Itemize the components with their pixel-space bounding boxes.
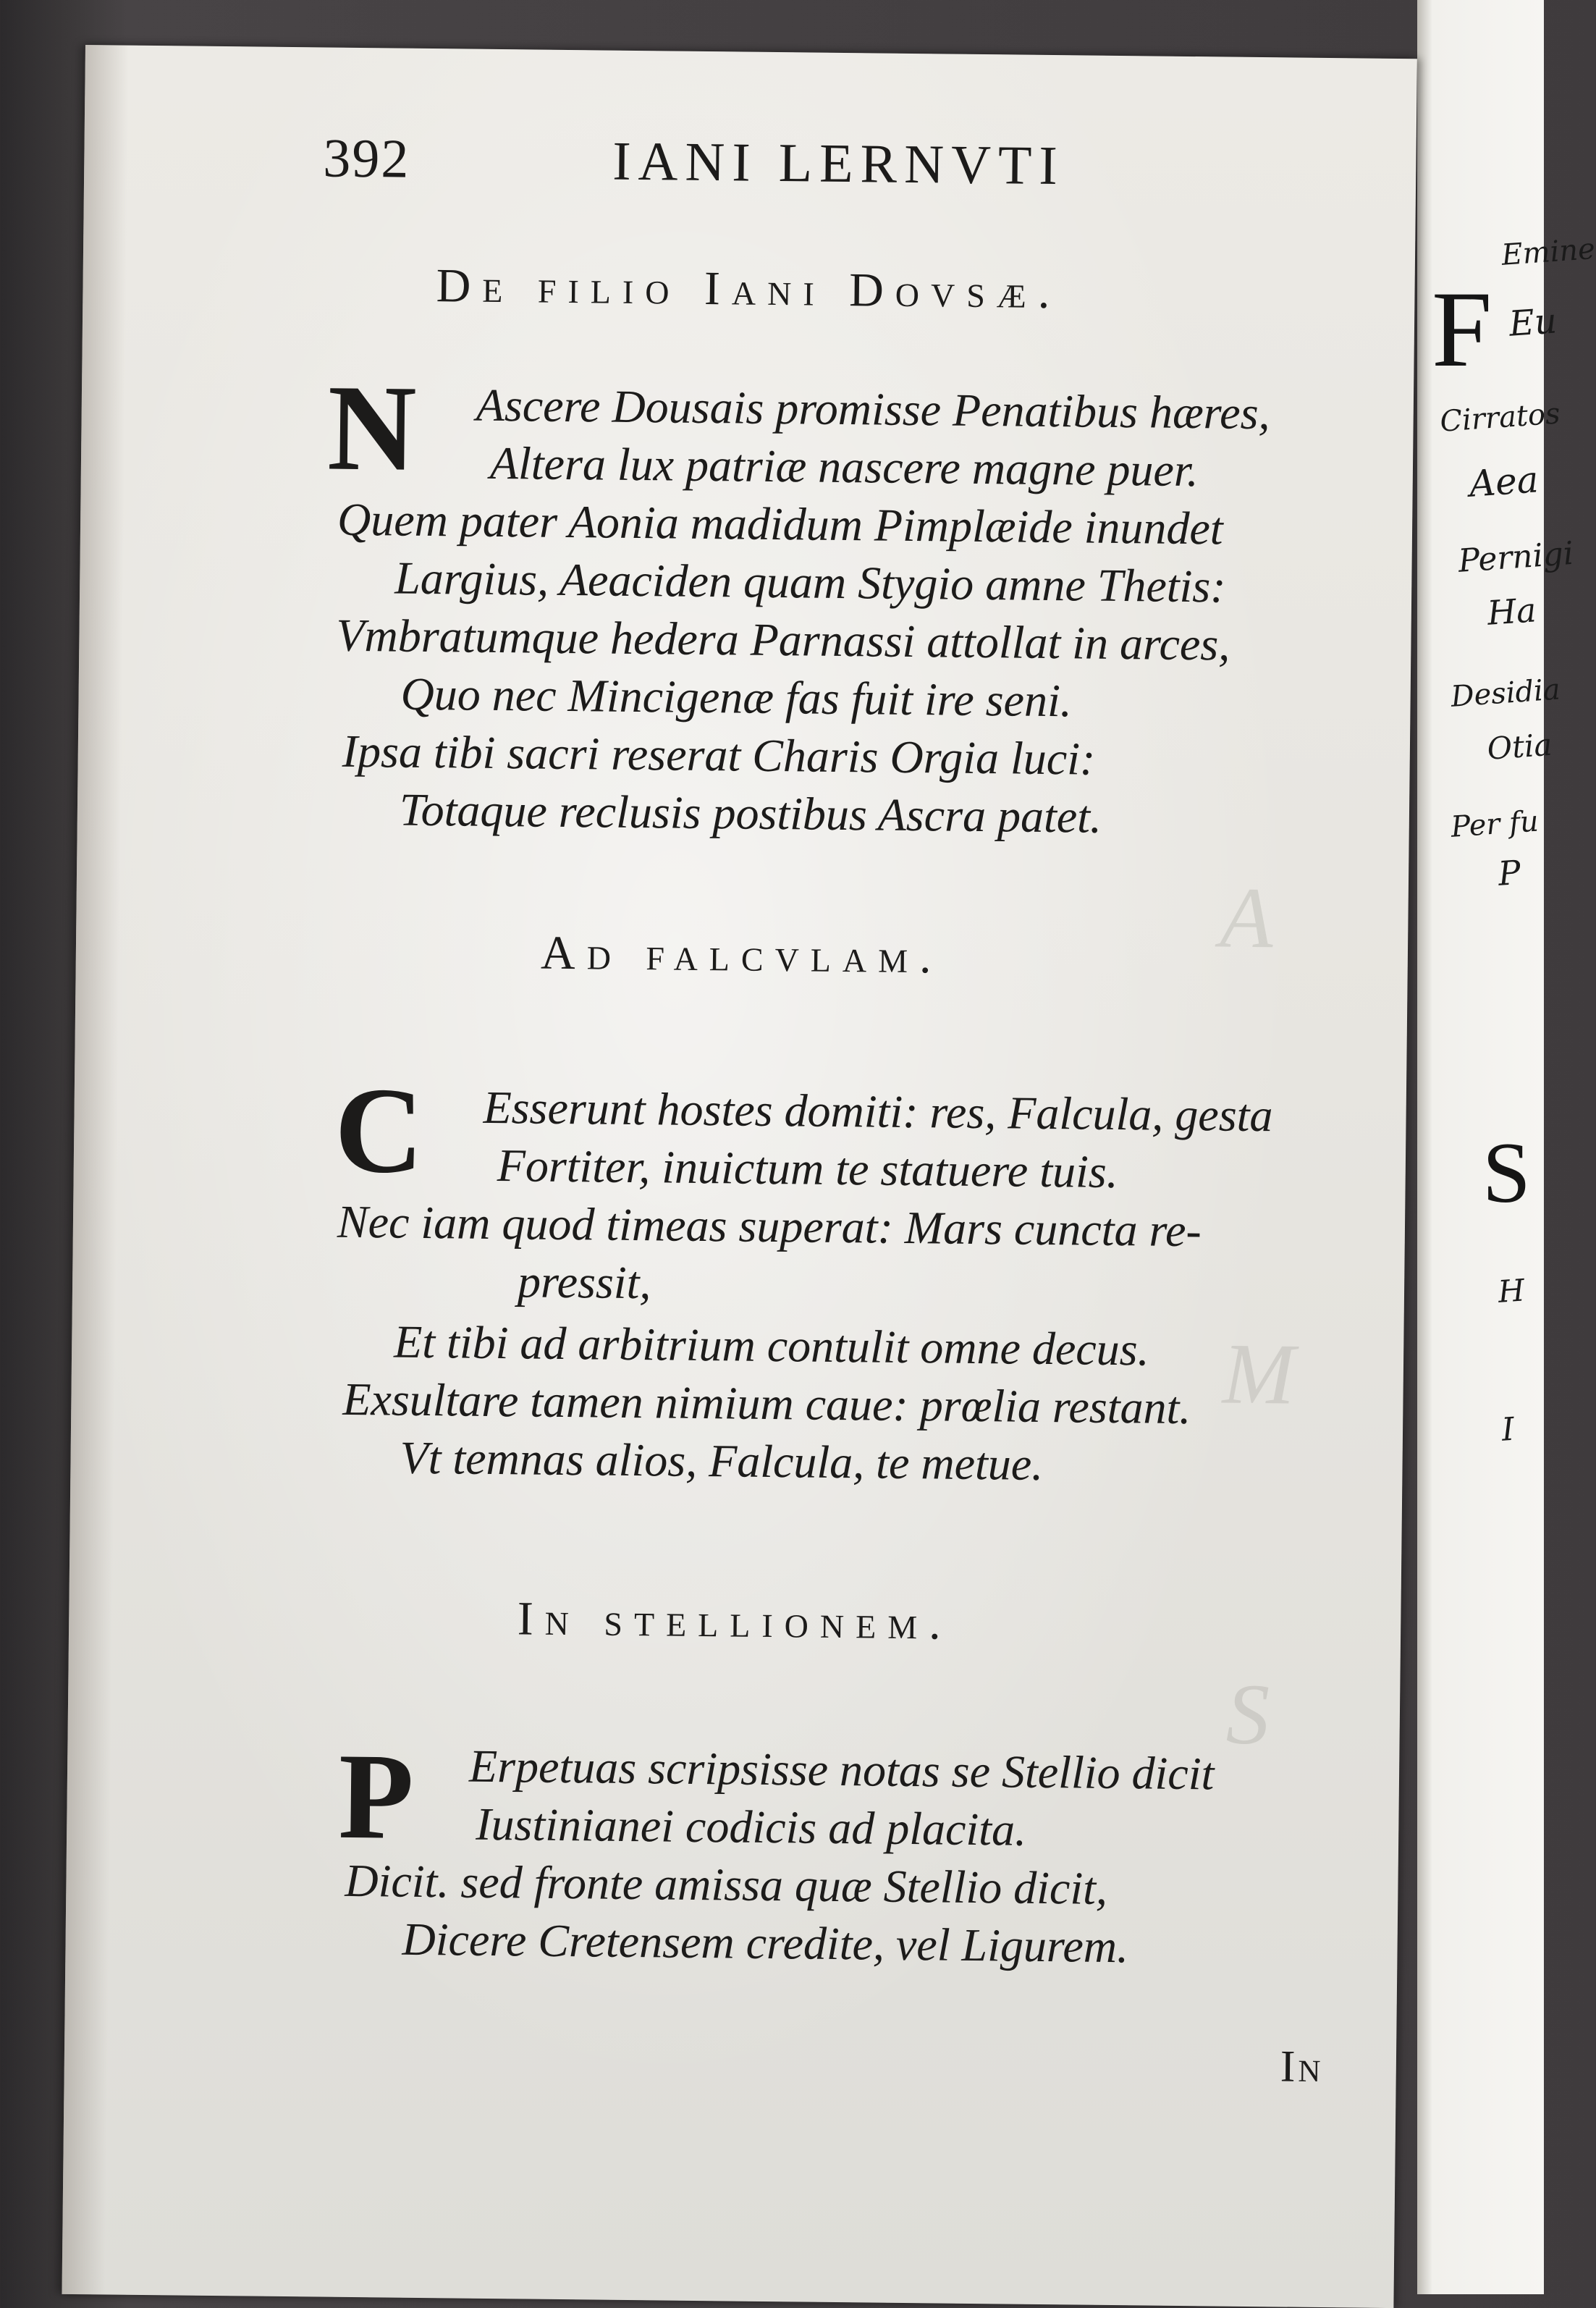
verse-line: Nec iam quod timeas superat: Mars cuncta re- [337,1195,1202,1257]
facing-initial-s: S [1482,1124,1531,1221]
drop-initial: P [337,1727,415,1865]
facing-fragment: Aea [1468,458,1540,505]
poem-title: In stellionem. [517,1592,953,1650]
verse-line: Vmbratumque hedera Parnassi attollat in arces, [336,609,1230,670]
show-through: M [1222,1325,1296,1423]
verse-line: Vt temnas alios, Falcula, te metue. [400,1431,1044,1490]
verse-line: Totaque reclusis postibus Ascra patet. [399,783,1102,843]
verse-line: Ipsa tibi sacri reserat Charis Orgia luci: [342,725,1096,785]
author-running-head: IANI LERNVTI [612,130,1065,197]
verse-line: Exsultare tamen nimium caue: prœlia restant. [342,1373,1191,1434]
page-gutter-shadow [62,45,129,2294]
facing-fragment: Per fu [1450,804,1540,844]
verse-line: Fortiter, inuictum te statuere tuis. [497,1140,1119,1198]
book-page [62,45,1416,2308]
verse-line: Esserunt hostes domiti: res, Falcula, gesta [483,1081,1273,1142]
verse-line: pressit, [517,1255,651,1309]
facing-fragment: Ha [1486,590,1538,633]
facing-initial-f: F [1432,269,1492,389]
poem-title: De filio Iani Dovsæ. [436,259,1062,319]
verse-line: Altera lux patriæ nascere magne puer. [489,437,1199,497]
verse-line: Dicit. sed fronte amissa quæ Stellio dicit, [345,1854,1108,1914]
show-through: S [1225,1665,1270,1763]
page-number: 392 [322,127,410,190]
show-through: A [1219,869,1274,966]
verse-line: Quo nec Mincigenæ fas fuit ire seni. [400,667,1073,727]
facing-fragment: H [1497,1272,1526,1310]
facing-fragment: Eu [1508,300,1558,345]
catchword: In [1280,2042,1324,2092]
drop-initial: N [326,359,418,497]
verse-line: Dicere Cretensem credite, vel Ligurem. [402,1913,1129,1973]
facing-fragment: Desidia [1450,673,1562,714]
verse-line: Erpetuas scripsisse notas se Stellio dicit [468,1740,1215,1800]
facing-fragment: Otia [1486,726,1553,767]
facing-fragment: Pernigi [1457,534,1575,580]
verse-line: Et tibi ad arbitrium contulit omne decus. [393,1315,1150,1376]
verse-line: Ascere Dousais promisse Penatibus hæres, [476,379,1270,439]
facing-fragment: Emine [1500,232,1596,272]
facing-fragment: Cirratos [1439,397,1561,439]
running-head [84,125,1416,225]
poem-title: Ad falcvlam. [540,926,944,984]
facing-fragment: P [1497,852,1522,893]
verse-line: Iustinianei codicis ad placita. [475,1798,1027,1856]
facing-fragment: I [1500,1410,1516,1449]
facing-page [1417,0,1596,2294]
verse-line: Quem pater Aonia madidum Pimplæide inundet [337,493,1224,555]
drop-initial: C [334,1061,425,1199]
verse-line: Largius, Aeaciden quam Stygio amne Thetis: [394,552,1226,612]
